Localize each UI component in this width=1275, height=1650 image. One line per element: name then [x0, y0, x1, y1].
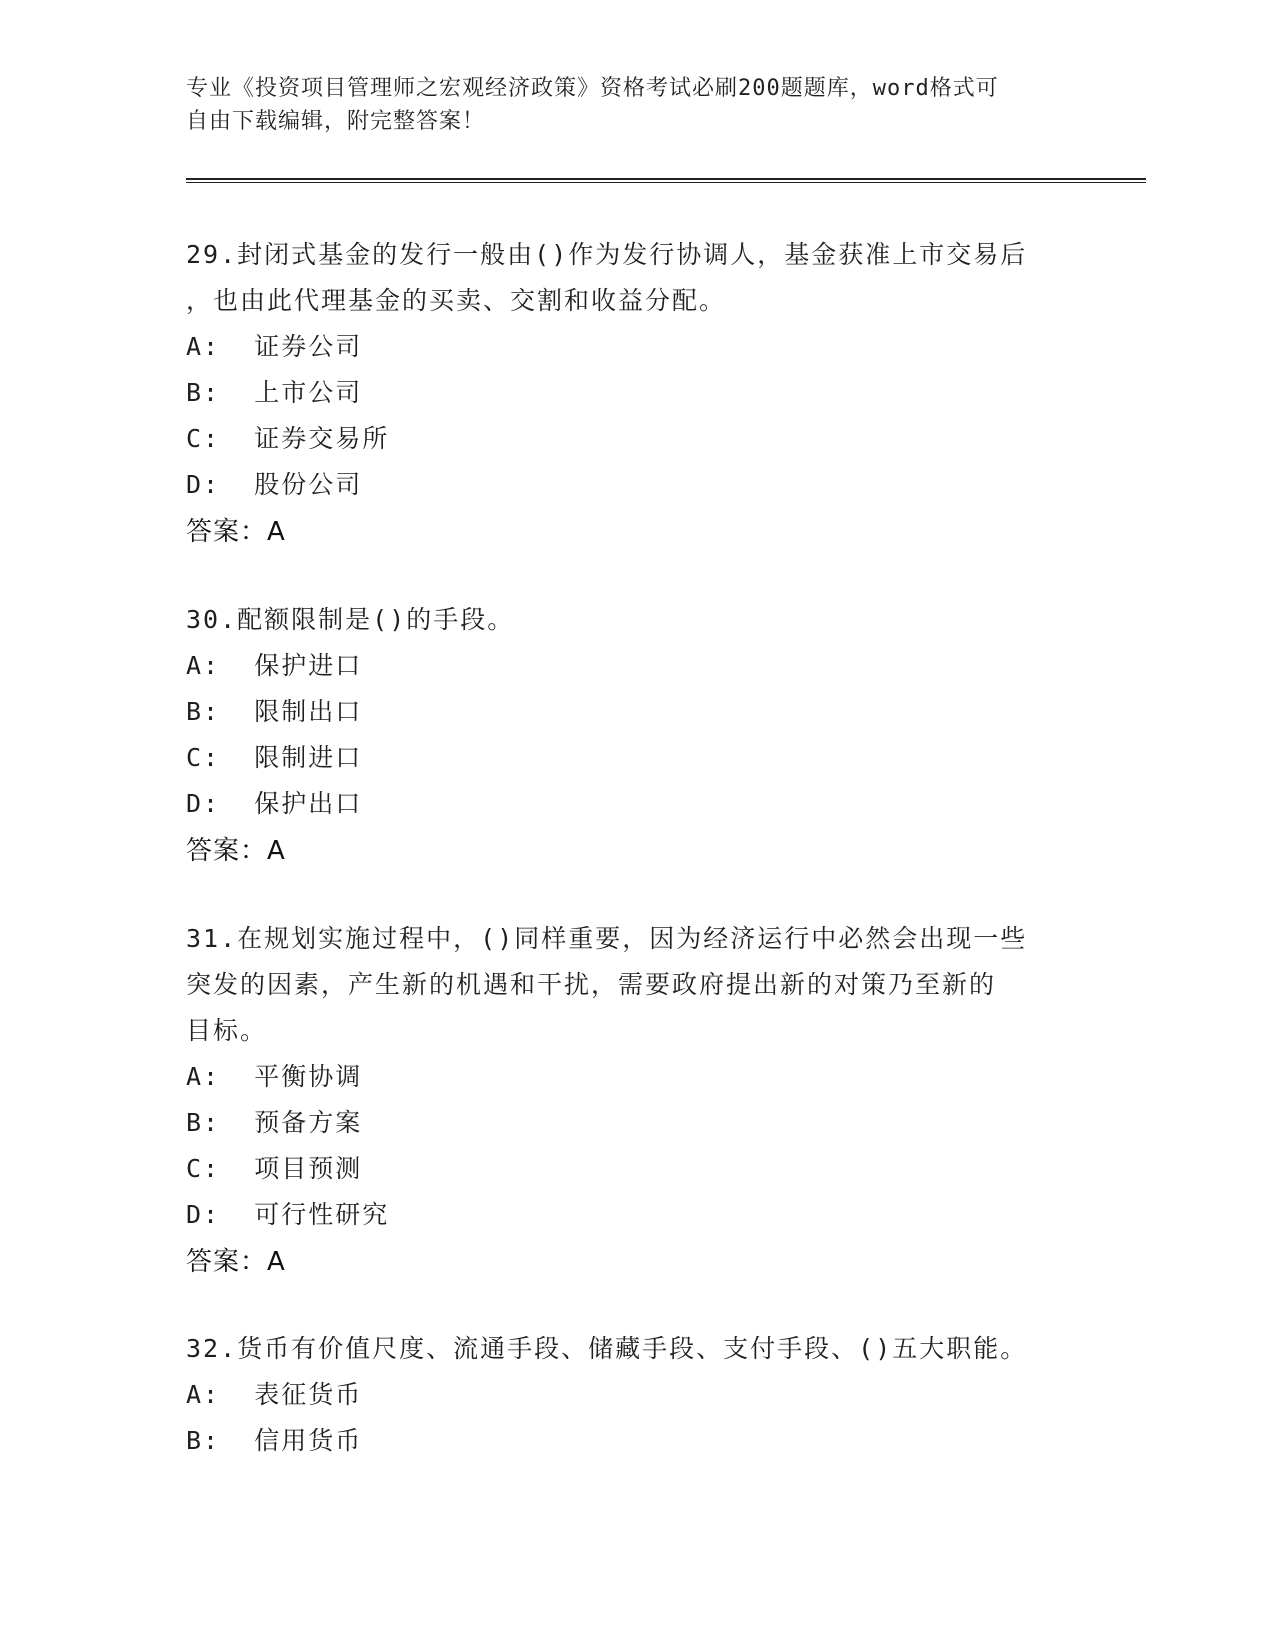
stem-line: 31.在规划实施过程中，()同样重要，因为经济运行中必然会出现一些: [186, 924, 1028, 953]
question-stem: [186, 916, 1086, 1054]
option-c: C: 项目预测: [186, 1154, 363, 1183]
stem-line: ，也由此代理基金的买卖、交割和收益分配。: [186, 286, 727, 315]
stem-line: 30.配额限制是()的手段。: [186, 605, 515, 634]
option-b: B: 上市公司: [186, 378, 363, 407]
option-c: C: 证券交易所: [186, 424, 390, 453]
stem-line: 突发的因素，产生新的机遇和干扰，需要政府提出新的对策乃至新的: [186, 970, 997, 999]
question-30: [186, 597, 1086, 874]
header-divider-thick: [186, 178, 1146, 180]
answer-label: 答案：A: [186, 517, 286, 547]
option-d: D: 保护出口: [186, 789, 363, 818]
option-d: D: 可行性研究: [186, 1200, 390, 1229]
question-32: [186, 1326, 1086, 1464]
stem-line: 32.货币有价值尺度、流通手段、储藏手段、支付手段、()五大职能。: [186, 1334, 1028, 1363]
question-stem: [186, 597, 1086, 643]
option-b: B: 限制出口: [186, 697, 363, 726]
header-line-1: 专业《投资项目管理师之宏观经济政策》资格考试必刷200题题库，word格式可: [186, 76, 999, 101]
option-c: C: 限制进口: [186, 743, 363, 772]
question-stem: [186, 232, 1086, 324]
question-29: [186, 232, 1086, 555]
option-a: A: 表征货币: [186, 1380, 363, 1409]
option-b: B: 预备方案: [186, 1108, 363, 1137]
option-a: A: 平衡协调: [186, 1062, 363, 1091]
stem-line: 29.封闭式基金的发行一般由()作为发行协调人，基金获准上市交易后: [186, 240, 1028, 269]
question-stem: [186, 1326, 1086, 1372]
option-a: A: 证券公司: [186, 332, 363, 361]
document-header: [186, 72, 1086, 138]
question-31: [186, 916, 1086, 1285]
answer-label: 答案：A: [186, 1247, 286, 1277]
option-a: A: 保护进口: [186, 651, 363, 680]
answer-label: 答案：A: [186, 836, 286, 866]
option-b: B: 信用货币: [186, 1426, 363, 1455]
header-divider-thin: [186, 182, 1146, 183]
header-line-2: 自由下载编辑，附完整答案！: [186, 109, 486, 134]
option-d: D: 股份公司: [186, 470, 363, 499]
stem-line: 目标。: [186, 1016, 268, 1045]
